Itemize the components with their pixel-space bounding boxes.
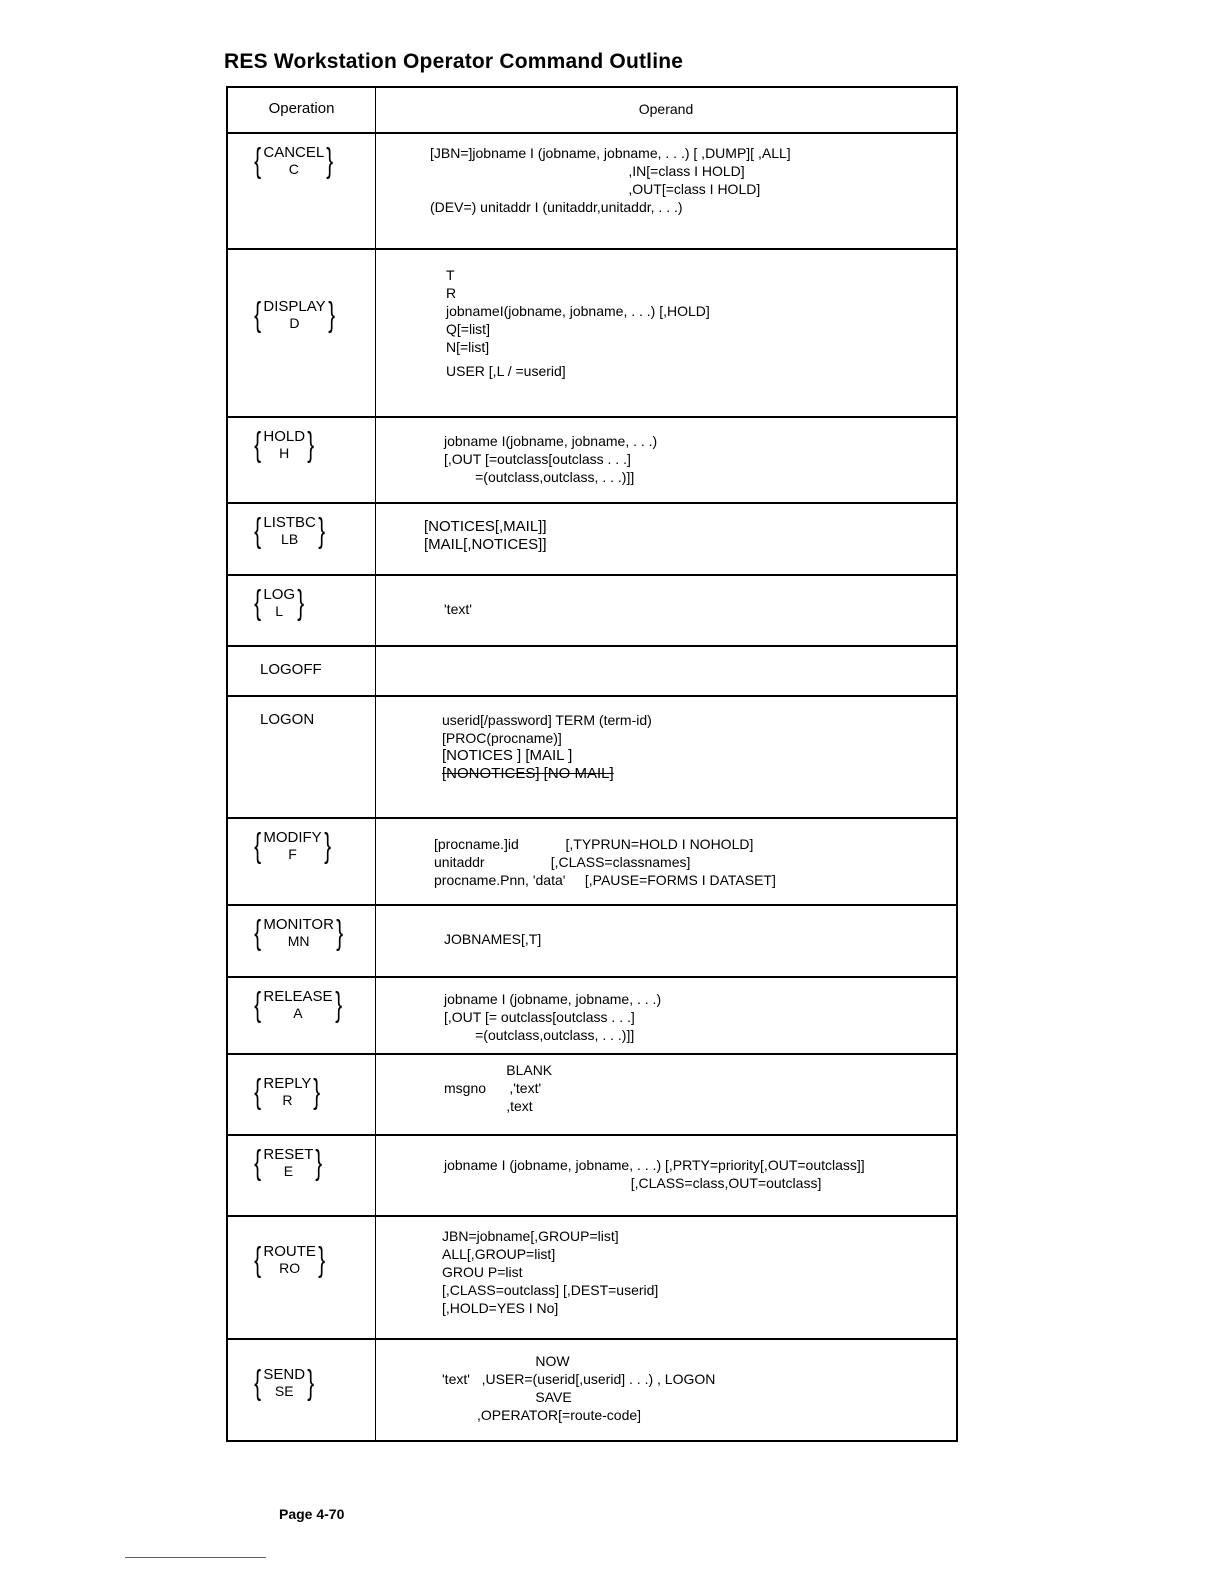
table-row [228, 819, 956, 906]
operand-line: procname.Pnn, 'data' [,PAUSE=FORMS I DATASET] [434, 872, 776, 888]
table-header [228, 88, 956, 134]
op-short: RO [279, 1260, 301, 1276]
op-long: HOLD [263, 428, 306, 445]
operand-line: R [446, 285, 457, 301]
page-number: Page 4-70 [279, 1506, 345, 1522]
operand-line: [,HOLD=YES I No] [442, 1300, 559, 1316]
operand-line: unitaddr [,CLASS=classnames] [434, 854, 691, 870]
op-long: RESET [263, 1146, 314, 1163]
op-long: REPLY [263, 1075, 312, 1092]
operand-line: =(outclass,outclass, . . .)]] [444, 1027, 635, 1043]
operand-line: NOW [442, 1353, 570, 1369]
op-short: F [288, 846, 297, 862]
operand-cell [376, 647, 956, 695]
operand-line: USER [,L / =userid] [446, 363, 566, 379]
table-row [228, 978, 956, 1055]
operand-line: [JBN=]jobname I (jobname, jobname, . . .) [ ,DUMP][ ,ALL] [430, 145, 791, 161]
header-operand: Operand [638, 101, 694, 117]
op-short: A [293, 1005, 303, 1021]
table-row [228, 1217, 956, 1340]
operand-line: GROU P=list [442, 1264, 523, 1280]
op-long: LISTBC [263, 514, 316, 531]
operand-line: [NOTICES[,MAIL]] [424, 518, 547, 535]
operand-line: msgno ,'text' [444, 1080, 542, 1096]
operand-cell [376, 906, 956, 976]
op-long: DISPLAY [263, 298, 326, 315]
operand-line: ,IN[=class I HOLD] [430, 163, 745, 179]
operand-line: [NOTICES ] [MAIL ] [442, 747, 573, 764]
operation-cell: { RESET E } [228, 1136, 376, 1215]
operand-line: (DEV=) unitaddr I (unitaddr,unitaddr, . . .) [430, 199, 683, 215]
operand-cell [376, 1055, 956, 1134]
operand-line: T [446, 267, 455, 283]
operand-line: [PROC(procname)] [442, 730, 562, 746]
operation-cell: { MONITOR MN } [228, 906, 376, 976]
table-row [228, 1340, 956, 1440]
table-row [228, 1136, 956, 1217]
op-short: D [289, 315, 300, 331]
operation-cell: { REPLY R } [228, 1055, 376, 1134]
operation-cell: { LOG L } [228, 576, 376, 645]
operand-line: =(outclass,outclass, . . .)]] [444, 469, 635, 485]
operation-cell: { DISPLAY D } [228, 250, 376, 416]
table-row [228, 134, 956, 250]
operation-cell: { CANCEL C } [228, 134, 376, 248]
op-short: SE [274, 1383, 294, 1399]
operand-line: BLANK [444, 1062, 553, 1078]
op-short: H [279, 445, 290, 461]
op-long: MONITOR [263, 916, 334, 933]
operand-cell [376, 134, 956, 248]
operand-cell [376, 250, 956, 416]
op-long: ROUTE [263, 1243, 316, 1260]
operation-cell: { RELEASE A } [228, 978, 376, 1053]
operand-line: jobnameI(jobname, jobname, . . .) [,HOLD] [446, 303, 710, 319]
operand-line: N[=list] [446, 339, 490, 355]
operand-cell [376, 1136, 956, 1215]
operand-line: jobname I (jobname, jobname, . . .) [444, 991, 662, 1007]
operand-cell [376, 819, 956, 904]
operation-cell: { ROUTE RO } [228, 1217, 376, 1338]
op-long: CANCEL [263, 144, 325, 161]
operand-cell [376, 1217, 956, 1338]
operand-line: ALL[,GROUP=list] [442, 1246, 556, 1262]
operand-line: [MAIL[,NOTICES]] [424, 536, 547, 553]
op-short: LB [281, 531, 299, 547]
page-title: RES Workstation Operator Command Outline [224, 50, 684, 73]
table-row [228, 1055, 956, 1136]
op-short: L [275, 603, 284, 619]
operand-line: ,OUT[=class I HOLD] [430, 181, 761, 197]
operand-line: [NONOTICES] [NO MAIL] [442, 765, 614, 782]
operand-line: Q[=list] [446, 321, 490, 337]
header-operation: Operation [228, 88, 376, 132]
op-long: MODIFY [263, 829, 322, 846]
operation-cell: { MODIFY F } [228, 819, 376, 904]
operation-cell: LOGON [228, 697, 376, 817]
table-row [228, 576, 956, 647]
operand-line: ,text [444, 1098, 533, 1114]
operand-line: jobname I (jobname, jobname, . . .) [,PRTY=priority[,OUT=outclass]] [444, 1157, 865, 1173]
operand-line: SAVE [442, 1389, 572, 1405]
operand-line: ,OPERATOR[=route-code] [442, 1407, 642, 1423]
operand-line: [,OUT [=outclass[outclass . . .] [444, 451, 631, 467]
footer-rule [125, 1557, 266, 1558]
operand-line: JOBNAMES[,T] [444, 931, 542, 947]
operation-cell: LOGOFF [228, 647, 376, 695]
command-table [226, 86, 958, 1442]
op-short: C [288, 161, 299, 177]
operand-line: userid[/password] TERM (term-id) [442, 712, 652, 728]
table-row [228, 697, 956, 819]
table-row [228, 647, 956, 697]
op-long: SEND [263, 1366, 306, 1383]
operand-cell [376, 697, 956, 817]
op-long: RELEASE [263, 988, 333, 1005]
table-row [228, 906, 956, 978]
operand-cell [376, 978, 956, 1053]
operand-cell [376, 1340, 956, 1440]
operand-line: [procname.]id [,TYPRUN=HOLD I NOHOLD] [434, 836, 754, 852]
op-long: LOG [263, 586, 296, 603]
operand-cell [376, 576, 956, 645]
table-row [228, 418, 956, 504]
operation-cell: { SEND SE } [228, 1340, 376, 1440]
operation-cell: { HOLD H } [228, 418, 376, 502]
operand-line: 'text' [444, 601, 472, 617]
operand-line: [,OUT [= outclass[outclass . . .] [444, 1009, 635, 1025]
operation-cell: { LISTBC LB } [228, 504, 376, 574]
operand-line: [,CLASS=outclass] [,DEST=userid] [442, 1282, 659, 1298]
table-row [228, 504, 956, 576]
table-row [228, 250, 956, 418]
operand-line: 'text' ,USER=(userid[,userid] . . .) , LOGON [442, 1371, 716, 1387]
operand-line: [,CLASS=class,OUT=outclass] [444, 1175, 822, 1191]
operand-cell [376, 504, 956, 574]
op-short: MN [287, 933, 310, 949]
op-short: E [283, 1163, 294, 1179]
op-short: R [282, 1092, 293, 1108]
operand-cell [376, 418, 956, 502]
operand-line: JBN=jobname[,GROUP=list] [442, 1228, 619, 1244]
operand-line: jobname I(jobname, jobname, . . .) [444, 433, 658, 449]
